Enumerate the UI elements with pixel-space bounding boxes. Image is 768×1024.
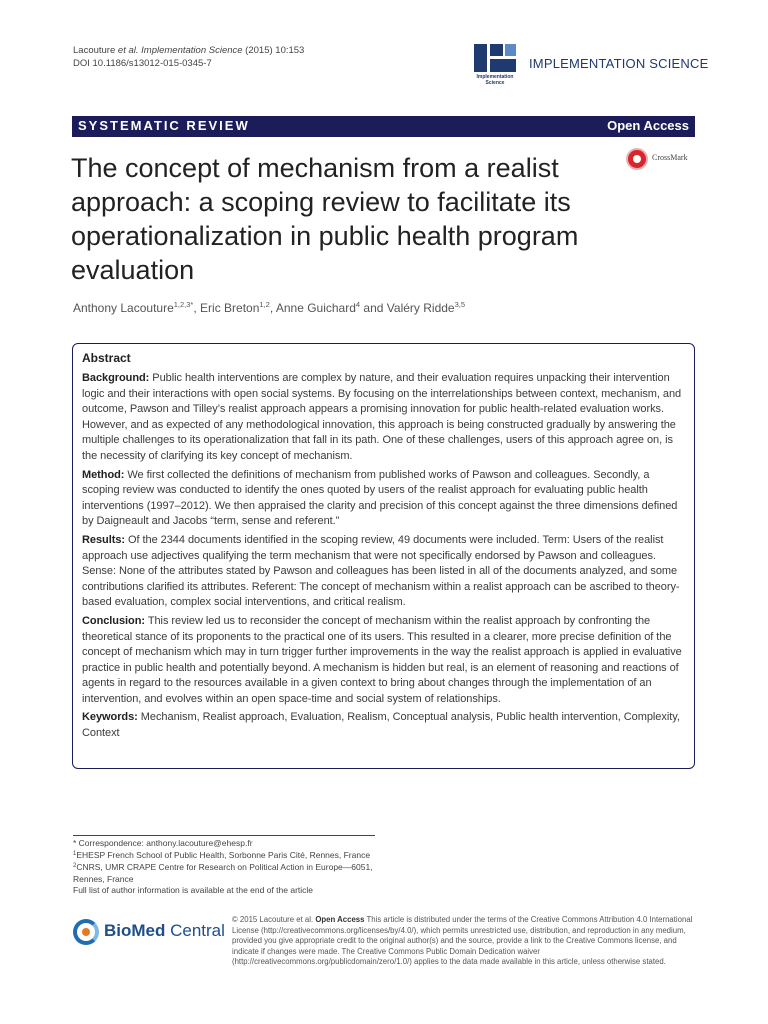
- footnotes: [73, 838, 393, 896]
- journal-logo-wordmark: IMPLEMENTATION SCIENCE: [529, 56, 709, 71]
- author-name: Anne Guichard: [275, 301, 356, 315]
- abstract-heading: Abstract: [82, 351, 131, 365]
- abstract-background: Background: Public health interventions are complex by nature, and their evaluation requires unpacking their intervention logic and their interactions with open social systems. By focusing on the interrelationships between context, mechanism, and outcome, Pawson and Tilley’s realist approach appears a promising innovation for public health-related evaluation works. However, and as expected of any methodological innovation, this approach is being constructed gradually by answering the multiple challenges to its operationalization that fall in its path. One of these challenges, users of this approach agree on, is the necessity of clarifying its key concept of mechanism.: [82, 372, 682, 462]
- abstract-conclusion: Conclusion: This review led us to reconsider the concept of mechanism within the realist approach by confronting the theoretical stance of its proponents to the practical one of its users. This resulted in a clearer, more precise definition of the concept of mechanism which may in turn trigger further improvements in the way the realist approach is applied in evaluative practice in public health and potentially beyond. A mechanism is hidden but real, is an element of reasoning and reactions of agents in regard to the resources available in a given context to bring about changes through the implementation of an intervention, and evolves within an open space-time and social system of relationships.: [82, 614, 682, 705]
- affiliation-1: $^1$EHESP French School of Public Health, Sorbonne Paris Cité, Rennes, France: [73, 850, 371, 861]
- author-name: Anthony Lacouture: [73, 301, 174, 315]
- journal-logo: [472, 42, 709, 92]
- abstract-method: Method: We first collected the definitions of mechanism from published works of Pawson and colleagues. Secondly, a scoping review was conducted to identify the ones quoted by users of the realist approach for evaluating public health interventions (1997–2012). We then appraised the clarity and precision of this concept against the three dimensions defined by Daigneault and Jacobs “term, sense and referent.”: [82, 468, 678, 528]
- biomed-central-logo: [73, 913, 223, 953]
- article-type: SYSTEMATIC REVIEW: [78, 118, 250, 133]
- open-access-label: Open Access: [607, 118, 689, 133]
- abstract-box: [72, 343, 695, 769]
- doi: DOI 10.1186/s13012-015-0345-7: [73, 58, 212, 69]
- article-type-banner: [72, 116, 695, 137]
- author-list: Anthony Lacouture$^{1,2,3*}$, Eric Breton$^{1,2}$, Anne Guichard$^4$ and Valéry Ridde$^{3,5}$: [73, 300, 466, 315]
- author-affiliation: 1,2: [259, 300, 270, 309]
- affiliation-2: $^2$CNRS, UMR CRAPE Centre for Research on Political Action in Europe—6051, Rennes, France: [73, 862, 373, 884]
- correspondence: * Correspondence: anthony.lacouture@ehesp.fr: [73, 838, 253, 848]
- article-title: The concept of mechanism from a realist approach: a scoping review to facilitate its operationalization in public health program evaluation: [71, 153, 579, 285]
- author-affiliation: 4: [355, 300, 361, 309]
- biomed-central-dot-icon: [82, 928, 90, 936]
- author-affiliation: 3,5: [454, 300, 466, 309]
- abstract-keywords: Keywords: Mechanism, Realist approach, Evaluation, Realism, Conceptual analysis, Public health intervention, Complexity, Context: [82, 711, 680, 740]
- journal-logo-mark-label: Implementation Science: [476, 74, 514, 86]
- author-affiliation: 1,2,3*: [173, 300, 194, 309]
- crossmark-badge[interactable]: [626, 146, 698, 174]
- citation-line: Lacouture et al. Implementation Science (2015) 10:153: [73, 45, 305, 56]
- biomed-central-wordmark: BioMed Central: [104, 921, 225, 940]
- author-name: Valéry Ridde: [386, 301, 455, 315]
- author-name: Eric Breton: [200, 301, 260, 315]
- citation-header: [73, 44, 304, 70]
- abstract-results: Results: Of the 2344 documents identified in the scoping review, 49 documents were included. Term: Users of the realist approach use adjectives qualifying the term mechanism that were not specifically endorsed by Pawson and colleagues. Sense: None of the attributes stated by Pawson and colleagues has been listed in all of the documents analyzed, and some contributions clarified its attributes. Referent: The concept of mechanism within a realist approach can be ascribed to theory-based evaluation, complex social interventions, and critical realism.: [82, 533, 680, 609]
- footnote-divider: [73, 835, 375, 836]
- crossmark-label: CrossMark: [652, 153, 688, 162]
- license-statement: © 2015 Lacouture et al. Open Access This article is distributed under the terms of the Creative Commons Attribution 4.0 International License (http://creativecommons.org/licenses/by/4.0/), which permits unrestricted use, distribution, and reproduction in any medium, provided you give appropriate credit to the original author(s) and the source, provide a link to the Creative Commons license, and indicate if changes were made. The Creative Commons Public Domain Dedication waiver (http://creativecommons.org/publicdomain/zero/1.0/) applies to the data made available in this article, unless otherwise stated.: [232, 915, 693, 966]
- author-info-note: Full list of author information is available at the end of the article: [73, 884, 314, 895]
- journal-logo-mark-icon: [472, 42, 518, 74]
